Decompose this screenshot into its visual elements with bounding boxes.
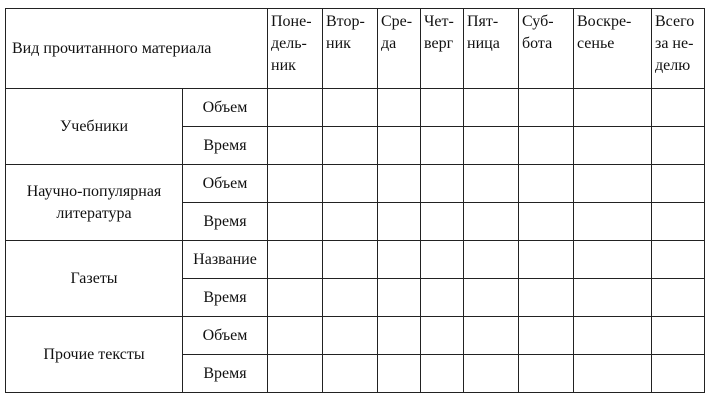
- table-cell[interactable]: [652, 203, 705, 241]
- table-row: [6, 89, 705, 127]
- table-cell[interactable]: [378, 241, 421, 279]
- row-label: Объем: [183, 89, 268, 127]
- table-cell[interactable]: [652, 127, 705, 165]
- day-header-wednesday: Сре- да: [378, 9, 421, 89]
- table-cell[interactable]: [574, 89, 652, 127]
- category-newspapers: Газеты: [6, 241, 183, 317]
- day-header-sunday: Воскре- сенье: [574, 9, 652, 89]
- table-cell[interactable]: [652, 89, 705, 127]
- table-cell[interactable]: [464, 89, 519, 127]
- table-row: [6, 165, 705, 203]
- table-cell[interactable]: [652, 165, 705, 203]
- table-cell[interactable]: [464, 355, 519, 393]
- table-cell[interactable]: [464, 241, 519, 279]
- table-cell[interactable]: [519, 165, 574, 203]
- table-cell[interactable]: [268, 89, 323, 127]
- day-header-friday: Пят- ница: [464, 9, 519, 89]
- table-cell[interactable]: [378, 127, 421, 165]
- table-cell[interactable]: [323, 241, 378, 279]
- table-cell[interactable]: [574, 355, 652, 393]
- day-header-saturday: Суб- бота: [519, 9, 574, 89]
- table-cell[interactable]: [574, 317, 652, 355]
- table-cell[interactable]: [323, 89, 378, 127]
- table-cell[interactable]: [378, 355, 421, 393]
- table-cell[interactable]: [323, 317, 378, 355]
- table-cell[interactable]: [268, 203, 323, 241]
- table-cell[interactable]: [421, 241, 464, 279]
- table-cell[interactable]: [323, 127, 378, 165]
- row-label: Объем: [183, 165, 268, 203]
- table-cell[interactable]: [378, 317, 421, 355]
- table-cell[interactable]: [519, 317, 574, 355]
- table-cell[interactable]: [378, 89, 421, 127]
- table-cell[interactable]: [268, 127, 323, 165]
- table-cell[interactable]: [378, 279, 421, 317]
- table-cell[interactable]: [652, 317, 705, 355]
- table-cell[interactable]: [323, 165, 378, 203]
- day-header-thursday: Чет- верг: [421, 9, 464, 89]
- table-cell[interactable]: [519, 355, 574, 393]
- reading-log-table: [5, 8, 705, 393]
- table-cell[interactable]: [421, 89, 464, 127]
- table-cell[interactable]: [323, 355, 378, 393]
- table-row: [6, 317, 705, 355]
- table-cell[interactable]: [421, 127, 464, 165]
- table-cell[interactable]: [519, 89, 574, 127]
- table-cell[interactable]: [652, 355, 705, 393]
- row-label: Название: [183, 241, 268, 279]
- day-header-tuesday: Втор- ник: [323, 9, 378, 89]
- week-total-header: Всего за не- делю: [652, 9, 705, 89]
- row-label: Время: [183, 355, 268, 393]
- table-cell[interactable]: [464, 279, 519, 317]
- table-cell[interactable]: [574, 203, 652, 241]
- header-row: [6, 9, 705, 89]
- table-cell[interactable]: [574, 241, 652, 279]
- table-cell[interactable]: [268, 165, 323, 203]
- category-textbooks: Учебники: [6, 89, 183, 165]
- category-popular-science: Научно-популярная литература: [6, 165, 183, 241]
- table-cell[interactable]: [464, 317, 519, 355]
- table-cell[interactable]: [268, 241, 323, 279]
- material-type-header: Вид прочитанного материала: [6, 9, 268, 89]
- table-cell[interactable]: [574, 165, 652, 203]
- table-cell[interactable]: [652, 279, 705, 317]
- table-cell[interactable]: [378, 165, 421, 203]
- table-cell[interactable]: [268, 279, 323, 317]
- table-row: [6, 241, 705, 279]
- table-cell[interactable]: [421, 279, 464, 317]
- table-cell[interactable]: [421, 355, 464, 393]
- row-label: Время: [183, 127, 268, 165]
- table-cell[interactable]: [464, 203, 519, 241]
- table-cell[interactable]: [323, 203, 378, 241]
- table-cell[interactable]: [519, 127, 574, 165]
- table-cell[interactable]: [519, 279, 574, 317]
- table-cell[interactable]: [574, 279, 652, 317]
- table-cell[interactable]: [421, 203, 464, 241]
- table-cell[interactable]: [268, 355, 323, 393]
- table-cell[interactable]: [323, 279, 378, 317]
- row-label: Время: [183, 203, 268, 241]
- row-label: Объем: [183, 317, 268, 355]
- table-cell[interactable]: [268, 317, 323, 355]
- table-cell[interactable]: [652, 241, 705, 279]
- table-cell[interactable]: [378, 203, 421, 241]
- table-cell[interactable]: [464, 165, 519, 203]
- row-label: Время: [183, 279, 268, 317]
- day-header-monday: Поне- дель- ник: [268, 9, 323, 89]
- category-other-texts: Прочие тексты: [6, 317, 183, 393]
- table-cell[interactable]: [519, 203, 574, 241]
- table-cell[interactable]: [421, 165, 464, 203]
- table-cell[interactable]: [574, 127, 652, 165]
- table-cell[interactable]: [421, 317, 464, 355]
- table-cell[interactable]: [519, 241, 574, 279]
- table-cell[interactable]: [464, 127, 519, 165]
